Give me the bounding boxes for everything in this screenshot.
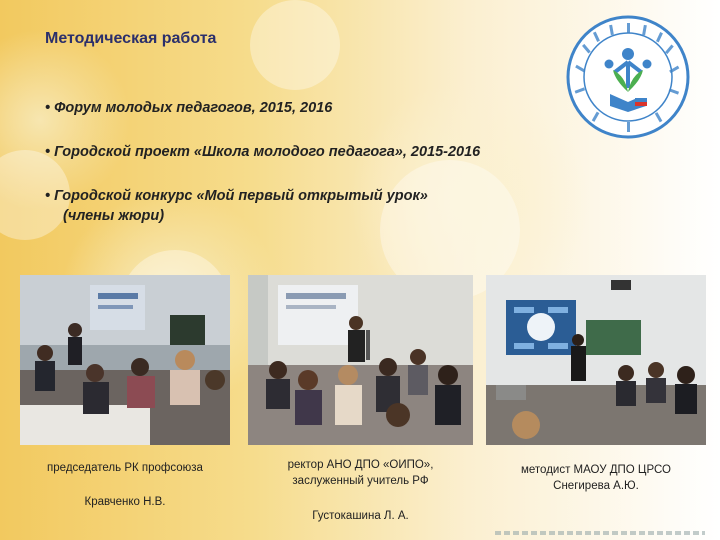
photo-speaker-icon: [248, 275, 473, 445]
caption-1-role: председатель РК профсоюза: [47, 462, 203, 474]
bullet-item: • Городской конкурс «Мой первый открытый урок» (члены жюри): [45, 186, 565, 226]
bullet-list: [45, 98, 565, 250]
caption-3-line1: методист МАОУ ДПО ЦРСО: [521, 464, 671, 476]
bullet-item: • Форум молодых педагогов, 2015, 2016: [45, 100, 333, 116]
caption-2-name: Густокашина Л. А.: [312, 510, 409, 522]
bullet-continuation: (члены жюри): [63, 208, 165, 224]
caption-2-role-line2: заслуженный учитель РФ: [292, 475, 429, 487]
bokeh-circle: [250, 0, 340, 90]
slide-title: Методическая работа: [45, 30, 217, 47]
caption-2-role-line1: ректор АНО ДПО «ОИПО»,: [287, 459, 434, 471]
organization-logo-icon: [565, 14, 691, 140]
caption-3-line2: Снегирева А.Ю.: [553, 480, 639, 492]
caption-1-name: Кравченко Н.В.: [84, 496, 166, 508]
bullet-item: • Городской проект «Школа молодого педагога», 2015-2016: [45, 144, 481, 160]
footer-watermark: [495, 531, 705, 535]
photo-presentation-icon: [486, 275, 706, 445]
photo-meeting-icon: [20, 275, 230, 445]
